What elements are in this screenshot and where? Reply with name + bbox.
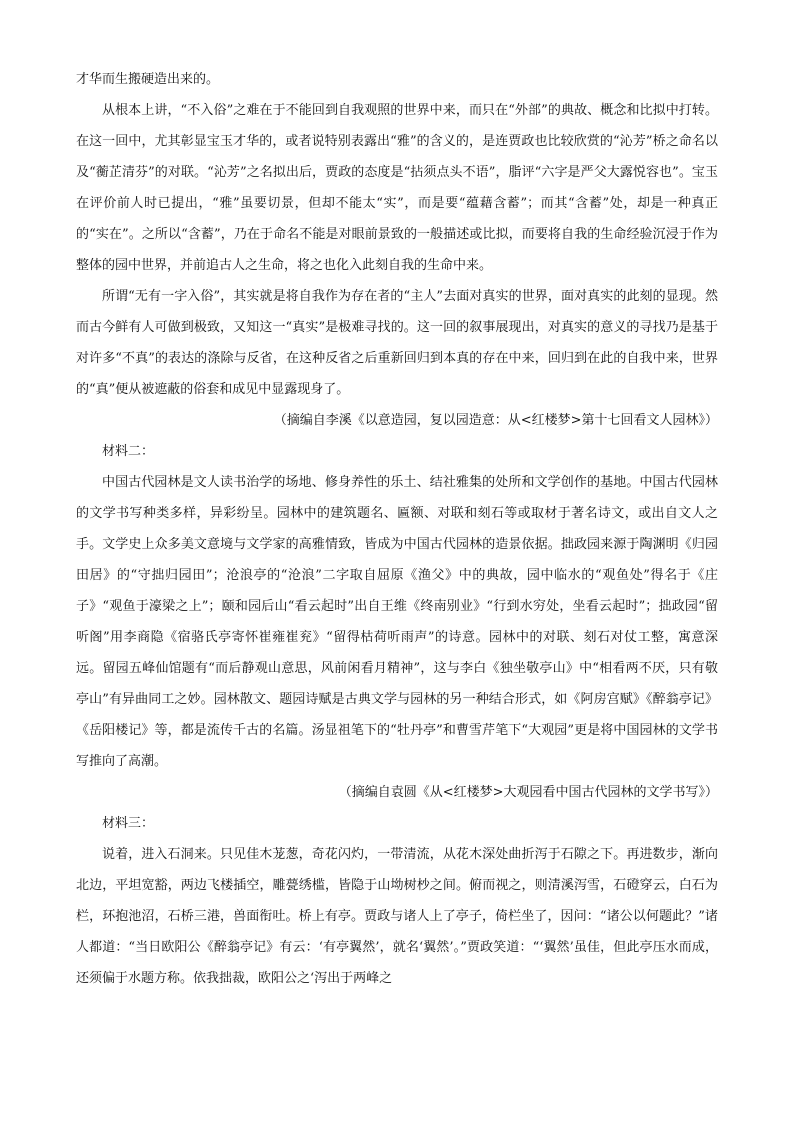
paragraph-not-vulgar: 从根本上讲，“不入俗”之难在于不能回到自我观照的世界中来，而只在“外部”的典故、概念和比拟中打转。在这一回中，尤其彰显宝玉才华的，或者说特别表露出“雅”的含义的，是连贾政也比较欣赏的“沁芳”桥之命名以及“蘅芷清芬”的对联。“沁芳”之名拟出后，贾政的态度是“拈须点头不语”，脂评“六字是严父大露悦容也”。宝玉在评价前人时已提出，“雅”虽要切景，但却不能太“实”，而是要“蕴藉含蓄”；而其“含蓄”处，却是一种真正的“实在”。之所以“含蓄”，乃在于命名不能是对眼前景致的一般描述或比拟，而要将自我的生命经验沉浸于作为整体的园中世界，并前追古人之生命，将之也化入此刻自我的生命中来。 (76, 103, 718, 273)
document-body (76, 64, 718, 994)
material-3-heading: 材料三： (102, 816, 155, 831)
paragraph-no-vulgar-word: 所谓“无有一字入俗”，其实就是将自我作为存在者的“主人”去面对真实的世界，面对真实的此刻的显现。然而古今鲜有人可做到极致，又知这一“真实”是极难寻找的。这一回的叙事展现出，对真实的意义的寻找乃是基于对许多“不真”的表达的涤除与反省，在这种反省之后重新回归到本真的存在中来，回归到在此的自我中来，世界的“真”便从被遮蔽的俗套和成见中显露现身了。 (76, 289, 718, 397)
paragraph-continuation: 才华而生搬硬造出来的。 (76, 72, 220, 87)
source-citation-1: （摘编自李溪《以意造园，复以园造意：从<红楼梦>第十七回看文人园林》） (273, 413, 718, 428)
source-citation-2: （摘编自袁圆《从<红楼梦>大观园看中国古代园林的文学书写》） (338, 785, 718, 800)
paragraph-novel-excerpt: 说着，进入石洞来。只见佳木茏葱，奇花闪灼，一带清流，从花木深处曲折泻于石隙之下。再进数步，渐向北边，平坦宽豁，两边飞楼插空，雕甍绣槛，皆隐于山坳树杪之间。俯而视之，则清溪泻雪，石磴穿云，白石为栏，环抱池沼，石桥三港，兽面衔吐。桥上有亭。贾政与诸人上了亭子，倚栏坐了，因问：“诸公以何题此？”诸人都道：“当日欧阳公《醉翁亭记》有云：‘有亭翼然’，就名‘翼然’。”贾政笑道：“‘翼然’虽佳，但此亭压水而成，还须偏于水题方称。依我拙裁，欧阳公之‘泻出于两峰之 (76, 847, 718, 986)
material-2-heading: 材料二： (102, 444, 155, 459)
paragraph-garden-literature: 中国古代园林是文人读书治学的场地、修身养性的乐土、结社雅集的处所和文学创作的基地。中国古代园林的文学书写种类多样，异彩纷呈。园林中的建筑题名、匾额、对联和刻石等或取材于著名诗文，或出自文人之手。文学史上众多美文意境与文学家的高雅情致，皆成为中国古代园林的造景依据。拙政园来源于陶渊明《归园田居》的“守拙归园田”；沧浪亭的“沧浪”二字取自屈原《渔父》中的典故，园中临水的“观鱼处”得名于《庄子》“观鱼于濠梁之上”；颐和园后山“看云起时”出自王维《终南别业》“行到水穷处，坐看云起时”；拙政园“留听阁”用李商隐《宿骆氏亭寄怀崔雍崔兖》“留得枯荷听雨声”的诗意。园林中的对联、刻石对仗工整，寓意深远。留园五峰仙馆题有“而后静观山意思，风前闲看月精神”，这与李白《独坐敬亭山》中“相看两不厌，只有敬亭山”有异曲同工之妙。园林散文、题园诗赋是古典文学与园林的另一种结合形式，如《阿房宫赋》《醉翁亭记》《岳阳楼记》等，都是流传千古的名篇。汤显祖笔下的“牡丹亭”和曹雪芹笔下“大观园”更是将中国园林的文学书写推向了高潮。 (76, 475, 718, 769)
